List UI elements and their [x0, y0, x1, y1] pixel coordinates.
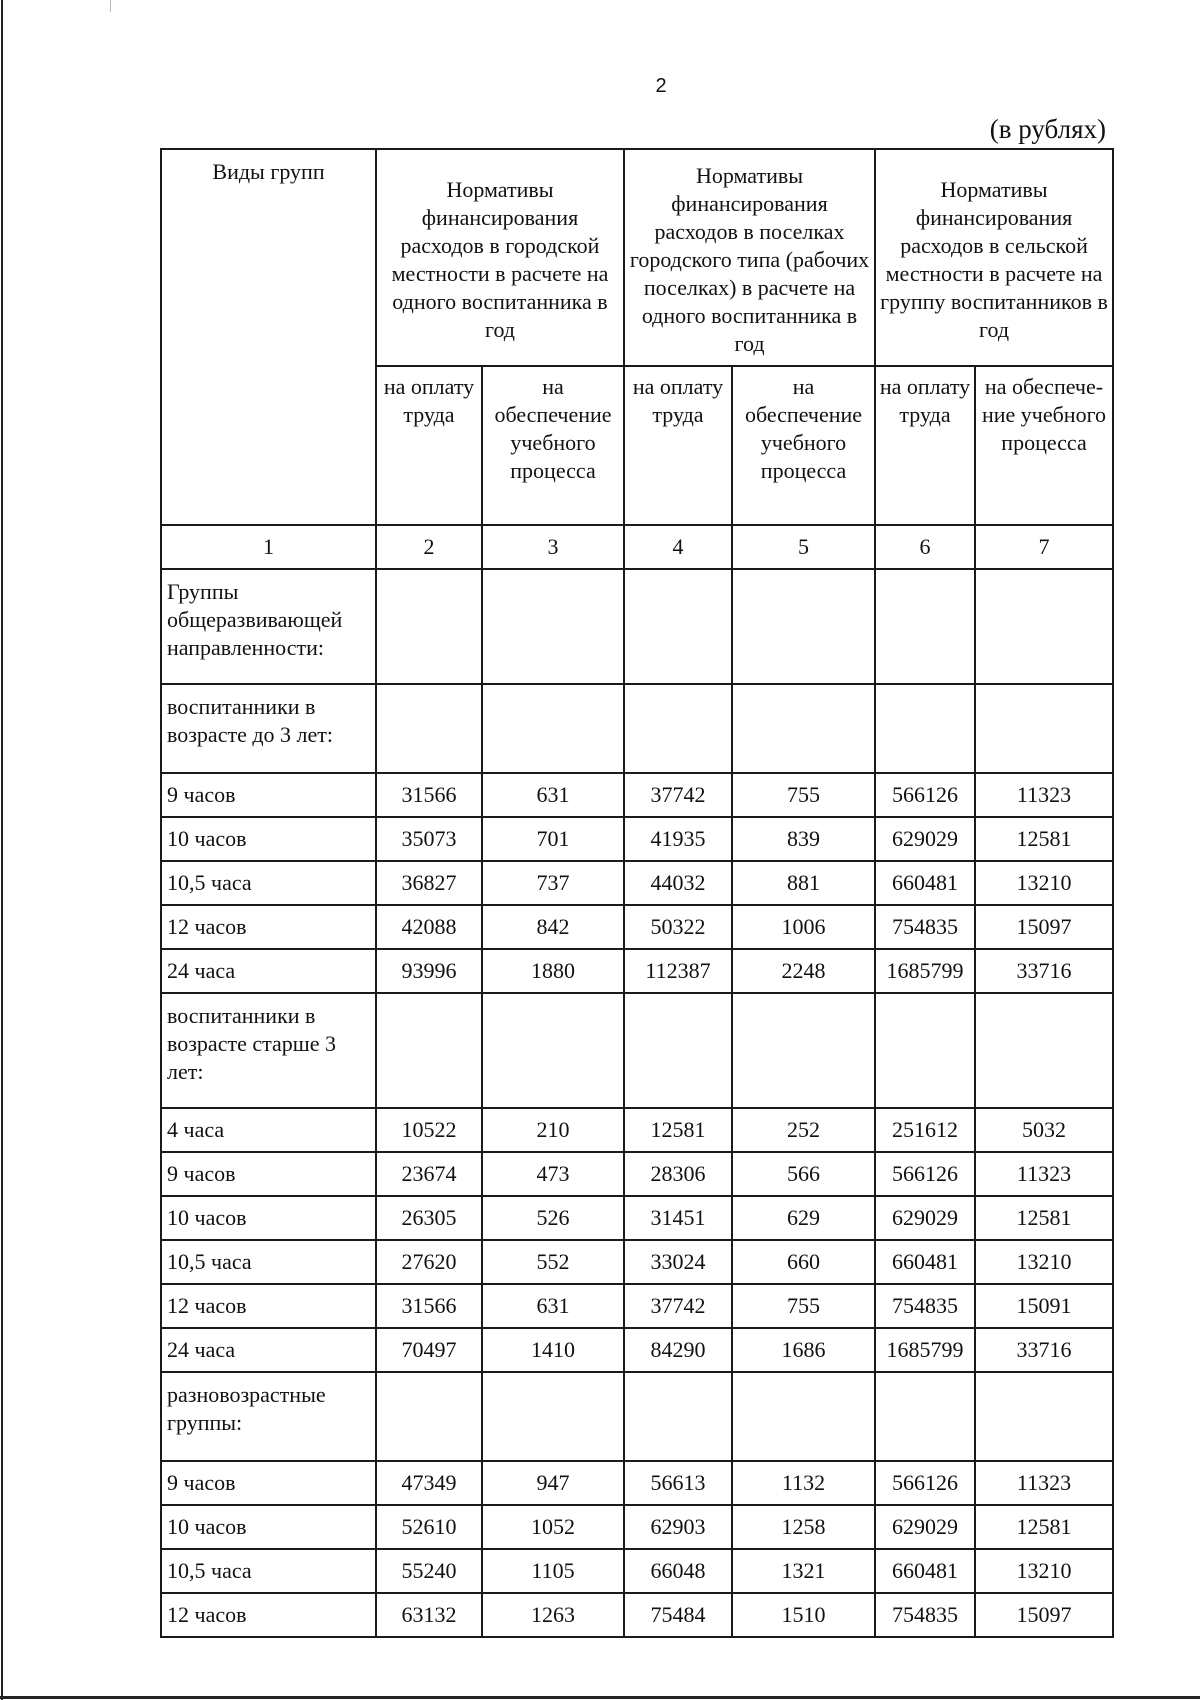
value-cell: 75484	[624, 1593, 732, 1637]
value-cell: 210	[482, 1108, 624, 1152]
value-cell: 754835	[875, 1593, 975, 1637]
value-cell: 754835	[875, 1284, 975, 1328]
header-urban-education: на обеспечение учебного процесса	[482, 366, 624, 525]
value-cell	[875, 993, 975, 1108]
column-number: 6	[875, 525, 975, 569]
value-cell: 33024	[624, 1240, 732, 1284]
value-cell: 37742	[624, 773, 732, 817]
column-number-row	[161, 525, 1113, 569]
value-cell: 755	[732, 773, 875, 817]
value-cell	[732, 684, 875, 773]
value-cell: 1321	[732, 1549, 875, 1593]
table-row	[161, 861, 1113, 905]
row-label: 9 часов	[161, 1461, 376, 1505]
value-cell: 1685799	[875, 1328, 975, 1372]
value-cell	[482, 1372, 624, 1461]
value-cell: 629029	[875, 817, 975, 861]
row-label: 10 часов	[161, 1505, 376, 1549]
value-cell: 11323	[975, 1152, 1113, 1196]
value-cell: 11323	[975, 773, 1113, 817]
value-cell: 1263	[482, 1593, 624, 1637]
value-cell: 84290	[624, 1328, 732, 1372]
value-cell: 13210	[975, 1549, 1113, 1593]
value-cell: 42088	[376, 905, 482, 949]
value-cell	[624, 993, 732, 1108]
value-cell: 31566	[376, 773, 482, 817]
column-number: 5	[732, 525, 875, 569]
value-cell: 13210	[975, 1240, 1113, 1284]
column-number: 3	[482, 525, 624, 569]
value-cell: 660481	[875, 1549, 975, 1593]
value-cell: 1105	[482, 1549, 624, 1593]
value-cell	[376, 684, 482, 773]
header-rural-norms: Нормативы финансирования расходов в сельской местности в расчете на группу воспитанников в год	[875, 149, 1113, 366]
value-cell: 55240	[376, 1549, 482, 1593]
table-row	[161, 1284, 1113, 1328]
value-cell	[732, 569, 875, 684]
value-cell	[624, 1372, 732, 1461]
value-cell: 660	[732, 1240, 875, 1284]
row-label: 10 часов	[161, 817, 376, 861]
row-label: 24 часа	[161, 1328, 376, 1372]
value-cell: 566	[732, 1152, 875, 1196]
value-cell	[482, 993, 624, 1108]
table-row	[161, 1461, 1113, 1505]
row-label: 10,5 часа	[161, 1549, 376, 1593]
value-cell: 839	[732, 817, 875, 861]
column-number: 7	[975, 525, 1113, 569]
value-cell: 1006	[732, 905, 875, 949]
value-cell	[732, 1372, 875, 1461]
value-cell: 473	[482, 1152, 624, 1196]
row-label: 4 часа	[161, 1108, 376, 1152]
value-cell: 112387	[624, 949, 732, 993]
value-cell: 842	[482, 905, 624, 949]
value-cell: 12581	[624, 1108, 732, 1152]
value-cell	[875, 1372, 975, 1461]
value-cell	[975, 993, 1113, 1108]
value-cell	[376, 1372, 482, 1461]
column-number: 2	[376, 525, 482, 569]
value-cell: 1880	[482, 949, 624, 993]
value-cell: 37742	[624, 1284, 732, 1328]
header-settlement-labor: на оплату труда	[624, 366, 732, 525]
value-cell: 56613	[624, 1461, 732, 1505]
value-cell: 526	[482, 1196, 624, 1240]
value-cell: 62903	[624, 1505, 732, 1549]
value-cell	[624, 569, 732, 684]
value-cell: 50322	[624, 905, 732, 949]
value-cell: 13210	[975, 861, 1113, 905]
value-cell	[875, 684, 975, 773]
value-cell: 660481	[875, 861, 975, 905]
value-cell: 5032	[975, 1108, 1113, 1152]
table-row	[161, 817, 1113, 861]
scan-mark	[110, 0, 111, 12]
row-label: 10,5 часа	[161, 861, 376, 905]
value-cell: 33716	[975, 949, 1113, 993]
scan-edge-bottom	[0, 1696, 1200, 1699]
value-cell: 10522	[376, 1108, 482, 1152]
page-number: 2	[655, 75, 667, 97]
table-row	[161, 1108, 1113, 1152]
table-row	[161, 1328, 1113, 1372]
row-label: 24 часа	[161, 949, 376, 993]
row-label: 10,5 часа	[161, 1240, 376, 1284]
value-cell: 36827	[376, 861, 482, 905]
row-label: 10 часов	[161, 1196, 376, 1240]
value-cell: 23674	[376, 1152, 482, 1196]
table-body	[161, 569, 1113, 1637]
value-cell: 629	[732, 1196, 875, 1240]
table-row	[161, 1593, 1113, 1637]
table-row	[161, 905, 1113, 949]
value-cell: 566126	[875, 1461, 975, 1505]
header-group-types: Виды групп	[161, 149, 376, 525]
value-cell: 660481	[875, 1240, 975, 1284]
value-cell: 1686	[732, 1328, 875, 1372]
value-cell: 251612	[875, 1108, 975, 1152]
value-cell: 631	[482, 773, 624, 817]
financing-norms-table	[160, 148, 1114, 1638]
table-row	[161, 949, 1113, 993]
value-cell	[875, 569, 975, 684]
header-urban-labor: на оплату труда	[376, 366, 482, 525]
value-cell: 1510	[732, 1593, 875, 1637]
value-cell: 754835	[875, 905, 975, 949]
value-cell: 26305	[376, 1196, 482, 1240]
value-cell	[482, 569, 624, 684]
value-cell: 15097	[975, 1593, 1113, 1637]
column-number: 4	[624, 525, 732, 569]
table-row	[161, 1152, 1113, 1196]
value-cell	[482, 684, 624, 773]
value-cell: 15091	[975, 1284, 1113, 1328]
header-urban-norms: Нормативы финансирования расходов в городской местности в расчете на одного воспитанника в год	[376, 149, 624, 366]
value-cell: 66048	[624, 1549, 732, 1593]
header-settlement-education: на обеспечение учебного процесса	[732, 366, 875, 525]
value-cell: 70497	[376, 1328, 482, 1372]
value-cell: 1258	[732, 1505, 875, 1549]
header-settlement-norms: Нормативы финансирования расходов в поселках городского типа (рабочих поселках) в расчете на одного воспитанника в год	[624, 149, 875, 366]
value-cell	[376, 993, 482, 1108]
value-cell: 737	[482, 861, 624, 905]
value-cell: 947	[482, 1461, 624, 1505]
value-cell: 44032	[624, 861, 732, 905]
section-label: Группы общеразвивающей направленности:	[161, 569, 376, 684]
value-cell: 31566	[376, 1284, 482, 1328]
table-row	[161, 1505, 1113, 1549]
value-cell: 11323	[975, 1461, 1113, 1505]
value-cell: 1132	[732, 1461, 875, 1505]
value-cell: 755	[732, 1284, 875, 1328]
value-cell: 28306	[624, 1152, 732, 1196]
value-cell: 881	[732, 861, 875, 905]
table-row	[161, 773, 1113, 817]
value-cell: 31451	[624, 1196, 732, 1240]
value-cell	[975, 684, 1113, 773]
value-cell: 629029	[875, 1505, 975, 1549]
header-rural-labor: на оплату труда	[875, 366, 975, 525]
section-label: разновозрастные группы:	[161, 1372, 376, 1461]
header-row-groups	[161, 149, 1113, 366]
scan-edge-left	[1, 0, 3, 1700]
value-cell: 566126	[875, 1152, 975, 1196]
row-label: 12 часов	[161, 1284, 376, 1328]
value-cell	[376, 569, 482, 684]
value-cell: 566126	[875, 773, 975, 817]
table-row	[161, 1549, 1113, 1593]
value-cell: 552	[482, 1240, 624, 1284]
table-row	[161, 1196, 1113, 1240]
value-cell: 701	[482, 817, 624, 861]
value-cell: 252	[732, 1108, 875, 1152]
value-cell: 27620	[376, 1240, 482, 1284]
value-cell: 33716	[975, 1328, 1113, 1372]
value-cell: 629029	[875, 1196, 975, 1240]
row-label: 12 часов	[161, 905, 376, 949]
table-section-row	[161, 684, 1113, 773]
value-cell: 15097	[975, 905, 1113, 949]
table-row	[161, 1240, 1113, 1284]
table-section-row	[161, 993, 1113, 1108]
value-cell: 63132	[376, 1593, 482, 1637]
table-section-row	[161, 1372, 1113, 1461]
table-header	[161, 149, 1113, 569]
value-cell: 12581	[975, 1196, 1113, 1240]
column-number: 1	[161, 525, 376, 569]
section-label: воспитанники в возрасте старше 3 лет:	[161, 993, 376, 1108]
value-cell: 631	[482, 1284, 624, 1328]
value-cell	[732, 993, 875, 1108]
row-label: 9 часов	[161, 773, 376, 817]
value-cell: 52610	[376, 1505, 482, 1549]
section-label: воспитанники в возрасте до 3 лет:	[161, 684, 376, 773]
value-cell: 2248	[732, 949, 875, 993]
value-cell: 93996	[376, 949, 482, 993]
value-cell: 47349	[376, 1461, 482, 1505]
value-cell	[975, 1372, 1113, 1461]
value-cell: 41935	[624, 817, 732, 861]
value-cell	[624, 684, 732, 773]
value-cell: 35073	[376, 817, 482, 861]
value-cell: 12581	[975, 1505, 1113, 1549]
row-label: 9 часов	[161, 1152, 376, 1196]
value-cell: 1410	[482, 1328, 624, 1372]
table-section-row	[161, 569, 1113, 684]
value-cell: 12581	[975, 817, 1113, 861]
units-note: (в рублях)	[989, 114, 1106, 144]
row-label: 12 часов	[161, 1593, 376, 1637]
value-cell: 1685799	[875, 949, 975, 993]
header-rural-education: на обеспече-ние учебного процесса	[975, 366, 1113, 525]
value-cell	[975, 569, 1113, 684]
value-cell: 1052	[482, 1505, 624, 1549]
